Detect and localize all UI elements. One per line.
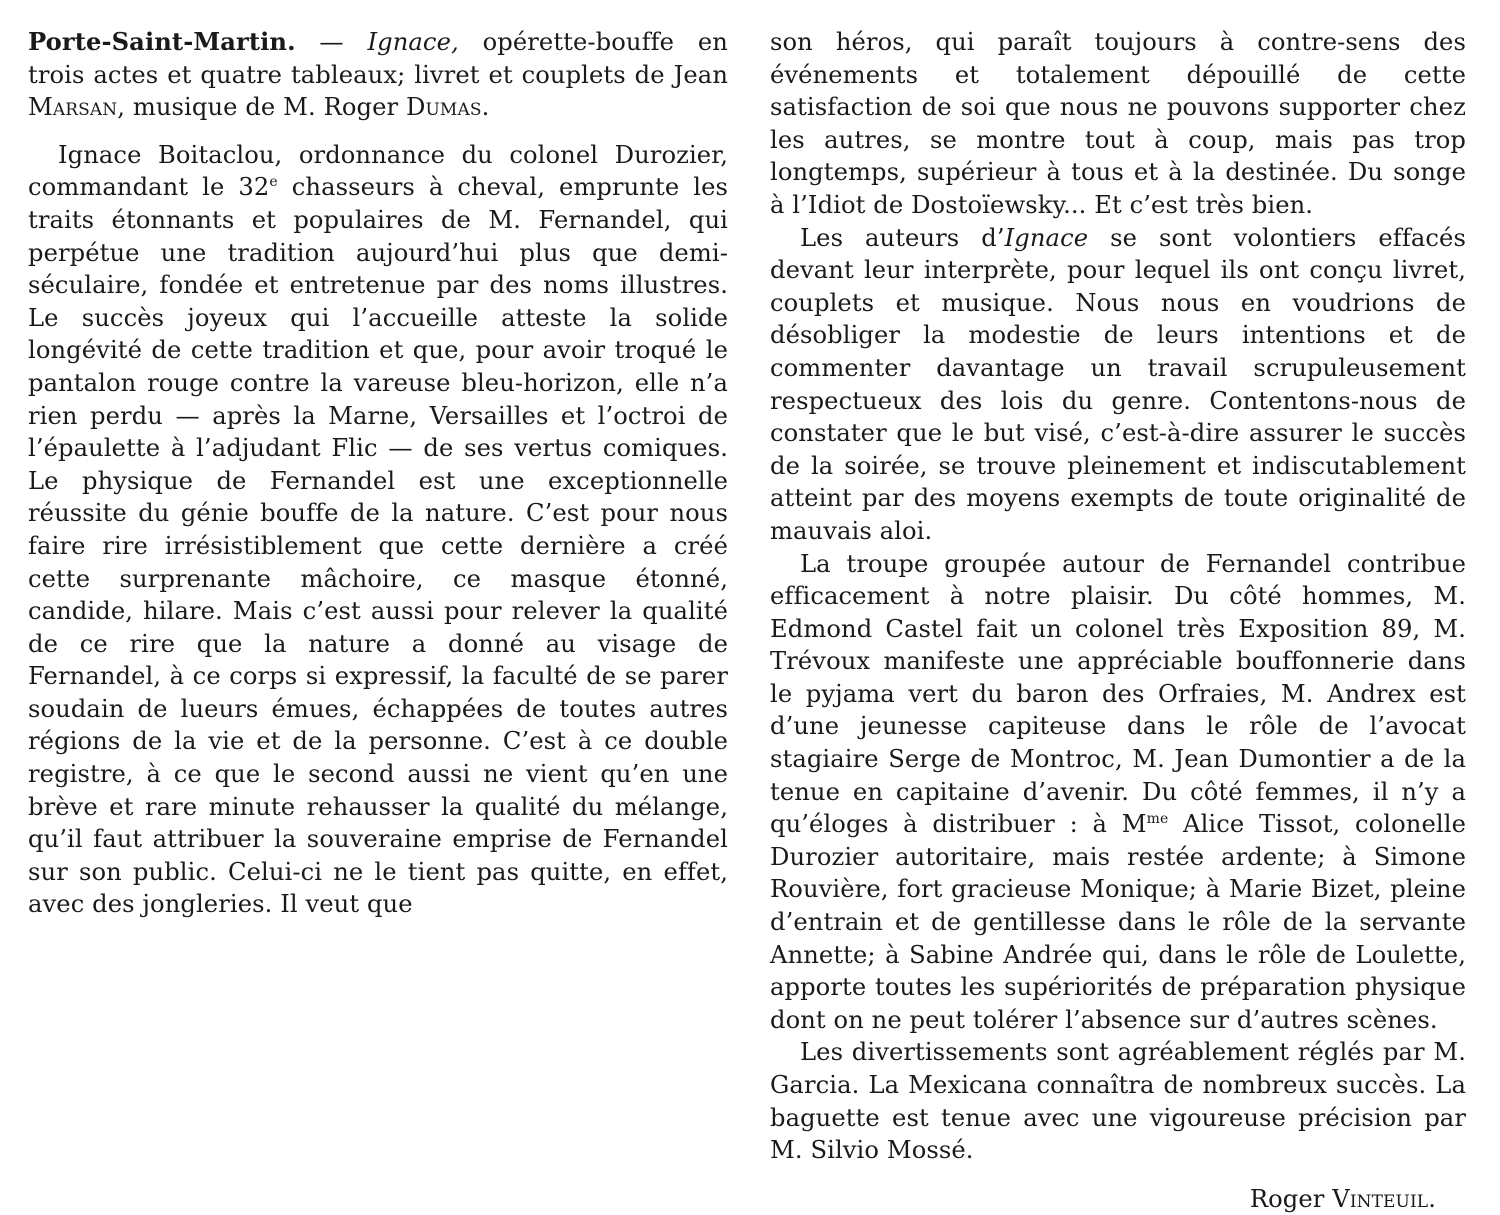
right-column bbox=[770, 26, 1466, 1215]
paragraph-4: Les divertissements sont agréablement réglés par M. Garcia. La Mexicana connaîtra de nombreux succès. La baguette est tenue avec une vigoureuse précision par M. Silvio Mossé. bbox=[770, 1038, 1466, 1165]
heading-text: opérette-bouffe en trois actes et quatre tableaux; livret et couplets de Jean bbox=[28, 28, 728, 89]
title-superscript: me bbox=[1146, 811, 1169, 828]
heading-dash: — bbox=[295, 28, 368, 56]
paragraph-3-text-b: Alice Tissot, colonelle Durozier autoritaire, mais restée ardente; à Simone Rouvière, fort gracieuse Monique; à Marie Bizet, pleine d’entrain et de gentillesse dans le rôle de la servante Annette; à Sabine Andrée qui, dans le rôle de Loulette, apporte toutes les supériorités de préparation physique dont on ne peut tolérer l’absence sur d’autres scènes. bbox=[770, 810, 1466, 1034]
paragraph-2-text-a: Les auteurs d’ bbox=[800, 223, 1005, 252]
play-title: Ignace, bbox=[367, 28, 459, 56]
paragraph-3-text-a: La troupe groupée autour de Fernandel contribue efficacement à notre plaisir. Du côté hommes, M. Edmond Castel fait un colonel très Exposition 89, M. Trévoux manifeste une appréciable bouffonnerie dans le pyjama vert du baron des Orfraies, M. Andrex est d’une jeunesse capiteuse dans le rôle de l’avocat stagiaire Serge de Montroc, M. Jean Dumontier a de la tenue en capitaine d’avenir. Du côté femmes, il n’y a qu’éloges à distribuer : à M bbox=[770, 549, 1466, 839]
paragraph-1-continued: son héros, qui paraît toujours à contre-sens des événements et totalement dépouillé de cette satisfaction de soi que nous ne pouvons supporter chez les autres, se montre tout à coup, mais pas trop longtemps, supérieur à tous et à la destinée. Du songe à l’Idiot de Dostoïewsky... Et c’est très bien. bbox=[770, 28, 1466, 219]
left-column bbox=[28, 26, 728, 921]
paragraph-2-text-b: se sont volontiers effacés devant leur interprète, pour lequel ils ont conçu livret, couplets et musique. Nous nous en voudrions de désobliger la modestie de leurs intentions et de commenter davantage un travail scrupuleusement respectueux des lois du genre. Contentons-nous de constater que le but visé, c’est-à-dire assurer le succès de la soirée, se trouve pleinement et indiscutablement atteint par des moyens exempts de toute originalité de mauvais aloi. bbox=[770, 223, 1466, 545]
venue-name: Porte-Saint-Martin. bbox=[28, 27, 296, 56]
signature-surname: Vinteuil bbox=[1332, 1184, 1429, 1213]
paragraph-1 bbox=[28, 139, 728, 921]
paragraph-1-text-a: Ignace Boitaclou, ordonnance du colonel Durozier, commandant le 32 bbox=[28, 140, 728, 202]
composer-surname: Dumas bbox=[406, 93, 482, 122]
signature bbox=[770, 1183, 1466, 1215]
paragraph-1-text-b: chasseurs à cheval, emprunte les traits étonnants et populaires de M. Fernandel, qui perpétue une tradition aujourd’hui plus que demi-séculaire, fondée et entretenue par des noms illustres. Le succès joyeux qui l’accueille atteste la solide longévité de cette tradition et que, pour avoir troqué le pantalon rouge contre la vareuse bleu-horizon, elle n’a rien perdu — après la Marne, Versailles et l’octroi de l’épaulette à l’adjudant Flic — de ses vertus comiques. Le physique de Fernandel est une exceptionnelle réussite du génie bouffe de la nature. C’est pour nous faire rire irrésistiblement que cette dernière a créé cette surprenante mâchoire, ce masque étonné, candide, hilare. Mais c’est aussi pour relever la qualité de ce rire que la nature a donné au visage de Fernandel, à ce corps si expressif, la faculté de se parer soudain de lueurs émues, échappées de toutes autres régions de la vie et de la personne. C’est à ce double registre, à ce que le second aussi ne vient qu’en une brève et rare minute rehausser la qualité du mélange, qu’il faut attribuer la souveraine emprise de Fernandel sur son public. Celui-ci ne le tient pas quitte, en effet, avec des jongleries. Il veut que bbox=[28, 173, 729, 919]
play-title-inline: Ignace bbox=[1004, 223, 1089, 252]
author-surname: Marsan bbox=[28, 93, 118, 122]
heading-end: . bbox=[481, 93, 490, 122]
ordinal-superscript: e bbox=[269, 174, 278, 191]
heading-text-2: , musique de M. Roger bbox=[117, 93, 407, 122]
signature-end: . bbox=[1428, 1184, 1436, 1213]
paragraph-3 bbox=[770, 548, 1466, 1037]
review-heading bbox=[28, 26, 728, 124]
signature-first-name: Roger bbox=[1249, 1184, 1333, 1213]
paragraph-2 bbox=[770, 222, 1466, 548]
